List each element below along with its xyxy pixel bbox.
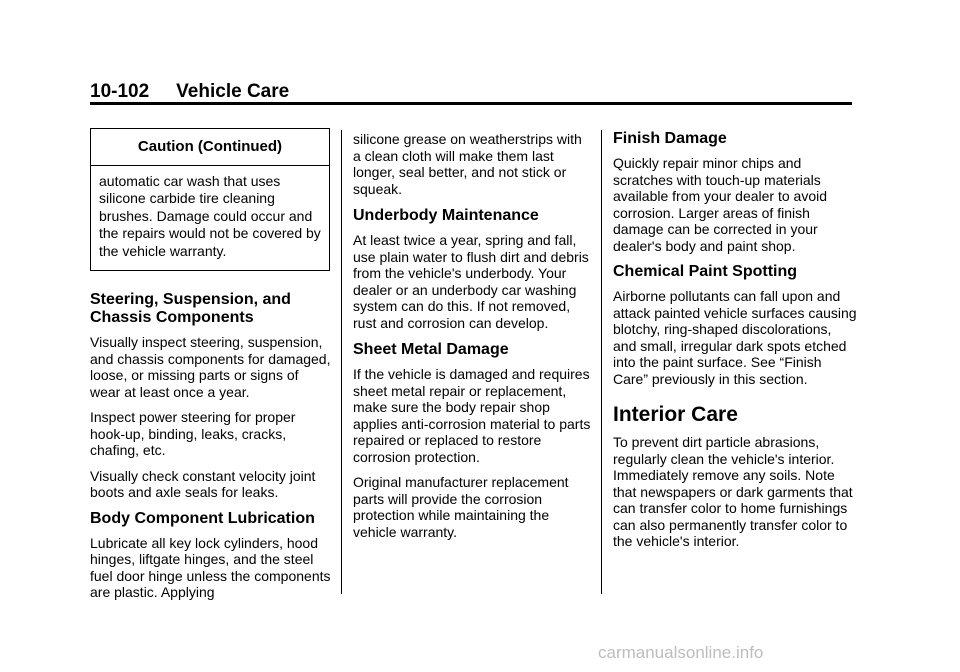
column-divider-2 (601, 130, 602, 594)
lubrication-heading: Body Component Lubrication (90, 509, 315, 527)
steering-paragraph-2: Inspect power steering for proper hook-up, binding, leaks, cracks, chafing, etc. (90, 409, 296, 458)
column-divider-1 (341, 130, 342, 594)
chemical-spotting-paragraph: Airborne pollutants can fall upon and attack painted vehicle surfaces causing blotchy, ring-shaped discolorations, and small, irregular dark spots etched into the paint surface. See “Finish Care” previously in this section. (613, 288, 857, 387)
caution-body: automatic car wash that uses silicone carbide tire cleaning brushes. Damage could occur and the repairs would not be covered by the vehicle warranty. (99, 172, 321, 259)
lubrication-paragraph: Lubricate all key lock cylinders, hood hinges, liftgate hinges, and the steel fuel door hinge unless the components are plastic. Applying (90, 534, 331, 600)
interior-care-heading: Interior Care (613, 403, 738, 426)
page-header (90, 81, 289, 103)
steering-heading: Steering, Suspension, and Chassis Components (90, 291, 291, 326)
finish-damage-paragraph: Quickly repair minor chips and scratches with touch-up materials available from your dealer to avoid corrosion. Larger areas of finish damage can be corrected in your dealer's body and paint shop. (613, 155, 828, 254)
column-3 (613, 128, 858, 559)
underbody-heading: Underbody Maintenance (353, 207, 539, 224)
chemical-spotting-heading: Chemical Paint Spotting (613, 263, 798, 280)
steering-paragraph-1: Visually inspect steering, suspension, and chassis components for damaged, loose, or missing parts or signs of wear at least once a year. (90, 334, 331, 400)
caution-box (90, 128, 330, 271)
page-number: 10-102 (90, 81, 150, 102)
steering-paragraph-3: Visually check constant velocity joint boots and axle seals for leaks. (90, 467, 316, 500)
caution-title: Caution (Continued) (91, 129, 329, 166)
underbody-paragraph: At least twice a year, spring and fall, use plain water to flush dirt and debris from the vehicle's underbody. Your dealer or an underbody car washing system can do this. If not removed, rust and corrosion can develop. (353, 232, 589, 331)
column-2 (353, 131, 593, 549)
sheet-metal-paragraph-2: Original manufacturer replacement parts will provide the corrosion protection while maintaining the vehicle warranty. (353, 474, 569, 540)
finish-damage-heading: Finish Damage (613, 130, 727, 147)
sheet-metal-heading: Sheet Metal Damage (353, 341, 509, 358)
interior-care-paragraph: To prevent dirt particle abrasions, regularly clean the vehicle's interior. Immediately remove any soils. Note that newspapers or dark garments that can transfer color to home furnishings can also permanently transfer color to the vehicle's interior. (613, 434, 853, 549)
column-1 (90, 128, 332, 610)
watermark-text: carmanualsonline.info (598, 643, 764, 662)
sheet-metal-paragraph-1: If the vehicle is damaged and requires sheet metal repair or replacement, make sure the body repair shop applies anti-corrosion material to parts repaired or replaced to restore corrosion protection. (353, 366, 591, 465)
section-title: Vehicle Care (176, 81, 290, 102)
header-rule (90, 102, 852, 105)
lubrication-paragraph-continued: silicone grease on weatherstrips with a clean cloth will make them last longer, seal better, and not stick or squeak. (353, 131, 582, 197)
